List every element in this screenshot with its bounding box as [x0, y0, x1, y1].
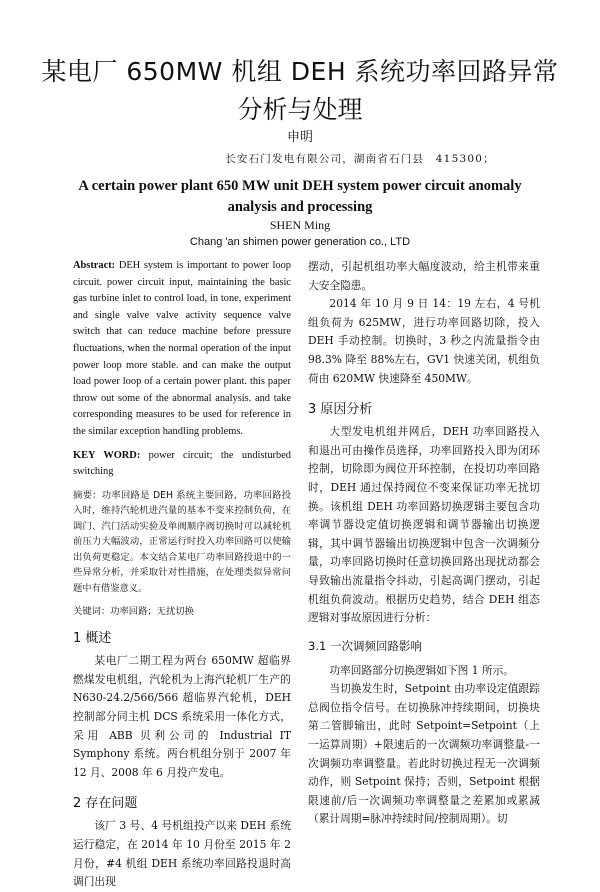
abstract-en [73, 258, 291, 441]
section-2-heading: 2 存在问题 [73, 796, 138, 812]
keywords-en-label: KEY WORD: [73, 449, 141, 461]
section-3-paragraph: 大型发电机组并网后，DEH 功率回路投入和退出可由操作员选择，功率回路投入即为闭环控制，切除即为阀位开环控制，在投切功率回路时，DEH 通过保持阀位不变来保证功率无扰切换。该机组 DEH 功率回路切换逻辑主要包含功率调节器设定值切换逻辑和调节器输出切换逻辑，其中调节器输出切换逻辑中包含一次调频分量，功率回路切换时任意切换回路出现扰动都会导致输出流量指令抖动，引起高调门摆动，引起机组负荷波动。根据历史趋势，结合 DEH 组态逻辑对事故原因进行分析： [308, 425, 540, 625]
section-1-paragraph: 某电厂二期工程为两台 650MW 超临界燃煤发电机组，汽轮机为上海汽轮机厂生产的 N630-24.2/566/566 超临界汽轮机，DEH 控制部分同主机 DCS 系统采用一体化方式，采用 ABB 贝利公司的 Industrial IT Symphony 系统。两台机组分别于 2007 年 12 月、2008 年 6 月投产发电。 [73, 654, 291, 779]
abstract-en-text: DEH system is important to power loop circuit. power circuit input, maintaining the basic gas turbine inlet to control load, in tone, experiment and single valve valve activity sequence valve switch that can reduce machine before pressure fluctuations, when the normal operation of the input power loop more stable. and can make the output load power loop of a certain power plant. this paper throw out some of the abnormal analysis. and take corresponding measures to be used for reference in the similar exception handling problems. [73, 260, 291, 437]
spacer: 摆动，引起机组功率大幅度波动，给主机带来重大安全隐患。 [308, 260, 540, 292]
affiliation-cn: 长安石门发电有限公司，湖南省石门县 415300； [225, 153, 495, 165]
right-column [308, 258, 540, 829]
section-3-heading: 3 原因分析 [308, 402, 373, 418]
abstract-en-label: Abstract: [73, 260, 116, 271]
title-cn-line1: 某电厂 650MW 机组 DEH 系统功率回路异常 [41, 57, 559, 86]
section-3-1-paragraph-1: 功率回路部分切换逻辑如下图 1 所示。 [329, 663, 514, 677]
keywords-en-text: power circuit; the undisturbed switching [73, 449, 291, 478]
title-en: A certain power plant 650 MW unit DEH system power circuit anomaly analysis and processing [78, 178, 522, 215]
author-cn: 申明 [286, 130, 313, 145]
section-2-paragraph: 该厂 3 号、4 号机组投产以来 DEH 系统运行稳定，在 2014 年 10 月份至 2015 年 2 月份，#4 机组 DEH 系统功率回路投退时高调门出现 [73, 819, 291, 889]
section-3-1-heading: 3.1 一次调频回路影响 [308, 638, 422, 653]
section-1-heading: 1 概述 [73, 631, 112, 647]
keywords-cn: 关键词：功率回路；无扰切换 [73, 606, 194, 618]
affiliation-en: Chang 'an shimen power generation co., LTD [189, 236, 411, 248]
abstract-cn: 摘要：功率回路是 DEH 系统主要回路，功率回路投入时，维持汽轮机进汽量的基本不变来控制负荷，在调门、汽门活动实验及单阀顺序阀切换时可以减轮机前压力大幅波动，正常运行时投入功率回路可以使输出负荷更稳定。本文结合某电厂功率回路投退中的一些异常分析，并采取针对性措施，在处理类似异常问题中有借鉴意义。 [73, 489, 291, 594]
author-en: SHEN Ming [269, 218, 331, 232]
section-2-paragraph-2: 2014 年 10 月 9 日 14：19 左右，4 号机组负荷为 625MW，进行功率回路切除，投入 DEH 手动控制。切换时，3 秒之内流量指令由 98.3% 降至 88%左右，GV1 快速关闭，机组负荷由 620MW 快速降至 450MW。 [308, 297, 540, 385]
keywords-en [73, 448, 291, 481]
section-3-1-paragraph-2: 当切换发生时，Setpoint 由功率设定值跟踪总阀位指令信号。在切换脉冲持续期间，切换块第二管脚输出，此时 Setpoint=Setpoint（上一运算周期）+限速后的一次调频功率调整量-一次调频功率调整量。若此时切换过程无一次调频动作，则 Setpoint 保持；否则，Setpoint 根据限速前/后一次调频功率调整量之差累加或累减（累计周期=脉冲持续时间/控制周期）。切 [308, 682, 540, 826]
title-cn-line2: 分析与处理 [237, 95, 363, 124]
left-column [73, 258, 291, 892]
